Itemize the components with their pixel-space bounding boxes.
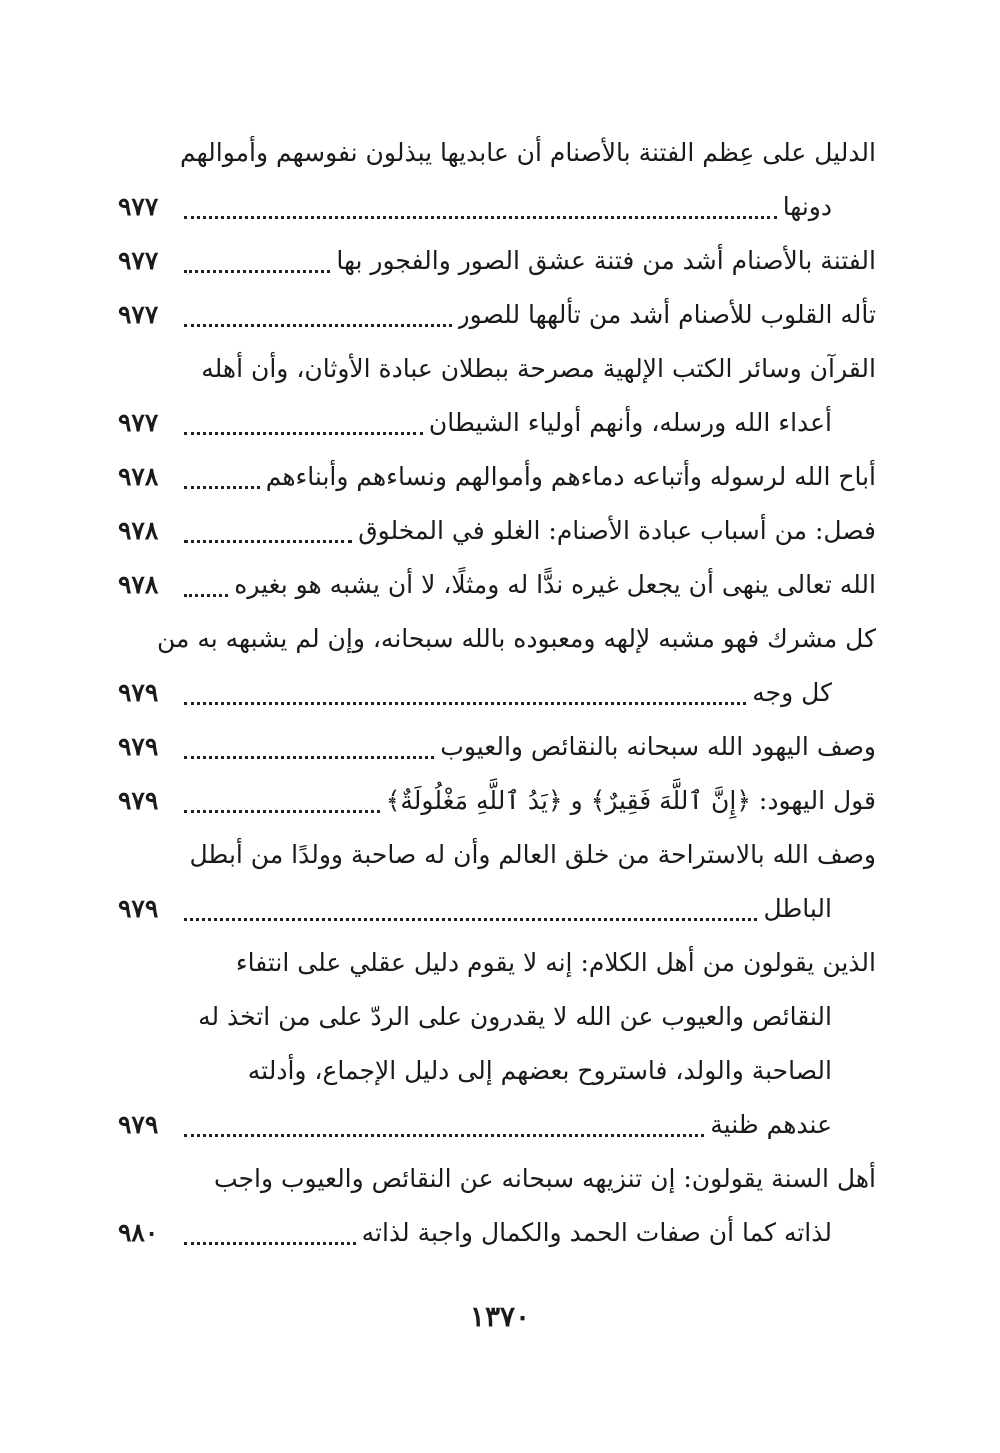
toc-entry-line xyxy=(118,234,876,288)
toc-entry-text: أباح الله لرسوله وأتباعه دماءهم وأموالهم ونساءهم وأبناءهم xyxy=(265,462,876,491)
toc-entry-text: أعداء الله ورسله، وأنهم أولياء الشيطان xyxy=(428,408,832,437)
toc-entry-line xyxy=(118,936,876,990)
dot-leader xyxy=(184,918,757,921)
toc-entry-text: النقائص والعيوب عن الله لا يقدرون على الردّ على من اتخذ له xyxy=(198,1002,832,1031)
toc-entry-line xyxy=(118,342,876,396)
toc-entry xyxy=(118,774,876,828)
toc-entry-line xyxy=(118,990,876,1044)
toc-entry-line xyxy=(118,180,876,234)
toc-entry xyxy=(118,342,876,450)
toc-page-number: ٩٧٩ xyxy=(118,894,159,923)
toc-entry xyxy=(118,828,876,936)
dot-leader xyxy=(184,756,434,759)
dot-leader xyxy=(184,486,260,489)
toc-entry xyxy=(118,504,876,558)
dot-leader xyxy=(184,432,423,435)
toc-page-number: ٩٧٨ xyxy=(118,462,159,491)
toc-entry xyxy=(118,234,876,288)
toc-entry-text: القرآن وسائر الكتب الإلهية مصرحة ببطلان عبادة الأوثان، وأن أهله xyxy=(201,354,876,383)
toc-entry-line xyxy=(118,504,876,558)
toc-entry-line xyxy=(118,666,876,720)
toc-entry-line xyxy=(118,720,876,774)
toc-entry-line xyxy=(118,126,876,180)
toc-entry xyxy=(118,612,876,720)
toc-entry-text: الله تعالى ينهى أن يجعل غيره ندًّا له ومثلًا، لا أن يشبه هو بغيره xyxy=(234,570,876,599)
toc-entry-text: تأله القلوب للأصنام أشد من تألهها للصور xyxy=(457,300,876,329)
dot-leader xyxy=(184,702,746,705)
table-of-contents xyxy=(118,126,876,1260)
toc-entry-line xyxy=(118,1206,876,1260)
toc-entry-line xyxy=(118,1098,876,1152)
toc-entry-text: عندهم ظنية xyxy=(710,1110,832,1139)
toc-entry-line xyxy=(118,828,876,882)
toc-entry-text: وصف الله بالاستراحة من خلق العالم وأن له صاحبة وولدًا من أبطل xyxy=(189,840,876,869)
toc-entry xyxy=(118,450,876,504)
toc-page-number: ٩٨٠ xyxy=(118,1218,159,1247)
toc-entry xyxy=(118,126,876,234)
toc-entry-text: الباطل xyxy=(763,894,832,923)
toc-page-number: ٩٧٨ xyxy=(118,570,159,599)
dot-leader xyxy=(184,270,330,273)
dot-leader xyxy=(184,1134,704,1137)
toc-page-number: ٩٧٨ xyxy=(118,516,159,545)
dot-leader xyxy=(184,810,380,813)
toc-entry-line xyxy=(118,558,876,612)
toc-entry-line xyxy=(118,612,876,666)
toc-entry-line xyxy=(118,450,876,504)
toc-entry-text: لذاته كما أن صفات الحمد والكمال واجبة لذاته xyxy=(361,1218,832,1247)
toc-entry-text: كل مشرك فهو مشبه لإلهه ومعبوده بالله سبحانه، وإن لم يشبهه به من xyxy=(156,624,876,653)
toc-entry-text: دونها xyxy=(782,192,832,221)
toc-entry-text: الصاحبة والولد، فاستروح بعضهم إلى دليل الإجماع، وأدلته xyxy=(247,1056,832,1085)
toc-entry-line xyxy=(118,288,876,342)
toc-page-number: ٩٧٩ xyxy=(118,1110,159,1139)
page-number: ١٣٧٠ xyxy=(469,1300,531,1333)
dot-leader xyxy=(184,594,228,597)
toc-page-number: ٩٧٧ xyxy=(118,246,159,275)
toc-page-number: ٩٧٧ xyxy=(118,300,159,329)
dot-leader xyxy=(184,324,452,327)
toc-page-number: ٩٧٩ xyxy=(118,678,159,707)
toc-entry-text: وصف اليهود الله سبحانه بالنقائص والعيوب xyxy=(440,732,876,761)
toc-entry xyxy=(118,288,876,342)
toc-entry-text: فصل: من أسباب عبادة الأصنام: الغلو في المخلوق xyxy=(358,516,876,545)
toc-entry xyxy=(118,720,876,774)
toc-entry-line xyxy=(118,774,876,828)
toc-page-number: ٩٧٩ xyxy=(118,786,159,815)
toc-entry-text: الذين يقولون من أهل الكلام: إنه لا يقوم دليل عقلي على انتفاء xyxy=(235,948,876,977)
toc-page-number: ٩٧٩ xyxy=(118,732,159,761)
toc-entry-text: الدليل على عِظم الفتنة بالأصنام أن عابديها يبذلون نفوسهم وأموالهم xyxy=(179,138,876,167)
toc-entry-line xyxy=(118,882,876,936)
toc-entry-line xyxy=(118,396,876,450)
toc-entry xyxy=(118,1152,876,1260)
toc-entry-text: الفتنة بالأصنام أشد من فتنة عشق الصور والفجور بها xyxy=(336,246,876,275)
toc-entry xyxy=(118,558,876,612)
toc-entry-text: أهل السنة يقولون: إن تنزيهه سبحانه عن النقائص والعيوب واجب xyxy=(214,1164,876,1193)
toc-page-number: ٩٧٧ xyxy=(118,408,159,437)
toc-entry xyxy=(118,936,876,1152)
dot-leader xyxy=(184,216,777,219)
dot-leader xyxy=(184,540,352,543)
toc-entry-text: قول اليهود: ﴿إِنَّ ٱللَّهَ فَقِيرٌ﴾ و ﴿يَدُ ٱللَّهِ مَغْلُولَةٌ﴾ xyxy=(385,786,876,815)
toc-entry-line xyxy=(118,1152,876,1206)
toc-page-number: ٩٧٧ xyxy=(118,192,159,221)
toc-entry-line xyxy=(118,1044,876,1098)
dot-leader xyxy=(184,1242,356,1245)
toc-entry-text: كل وجه xyxy=(752,678,832,707)
